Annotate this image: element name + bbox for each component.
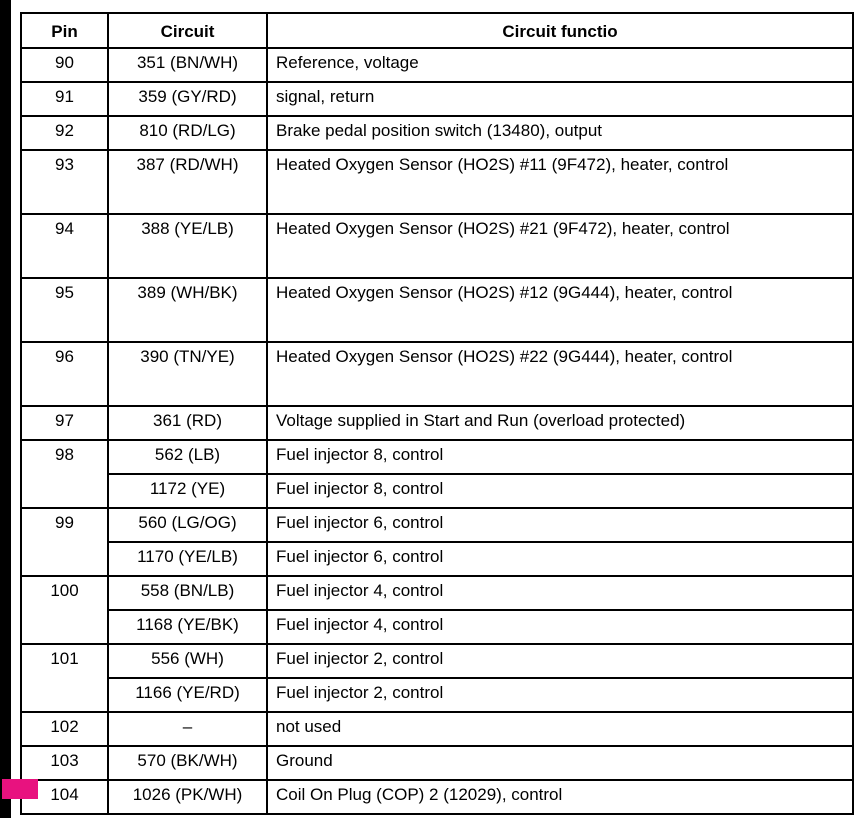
table-row xyxy=(21,678,853,712)
table-row xyxy=(21,214,853,278)
pin-cell: 97 xyxy=(21,406,108,440)
circuit-cell: 387 (RD/WH) xyxy=(108,150,267,214)
circuit-cell: 560 (LG/OG) xyxy=(108,508,267,542)
circuit-cell: 390 (TN/YE) xyxy=(108,342,267,406)
header-circuit-function: Circuit functio xyxy=(267,13,853,48)
header-circuit: Circuit xyxy=(108,13,267,48)
pin-cell: 101 xyxy=(21,644,108,712)
pin-cell: 102 xyxy=(21,712,108,746)
circuit-cell: 1166 (YE/RD) xyxy=(108,678,267,712)
pin-circuit-table xyxy=(20,12,854,815)
pin-cell: 93 xyxy=(21,150,108,214)
table-row xyxy=(21,406,853,440)
table-row xyxy=(21,542,853,576)
circuit-cell: 556 (WH) xyxy=(108,644,267,678)
header-pin: Pin xyxy=(21,13,108,48)
function-cell: Fuel injector 2, control xyxy=(267,678,853,712)
table-row xyxy=(21,116,853,150)
function-cell: Reference, voltage xyxy=(267,48,853,82)
function-cell: Voltage supplied in Start and Run (overload protected) xyxy=(267,406,853,440)
table-row xyxy=(21,278,853,342)
table-row xyxy=(21,150,853,214)
table-row xyxy=(21,746,853,780)
circuit-cell: 1026 (PK/WH) xyxy=(108,780,267,814)
pin-cell: 100 xyxy=(21,576,108,644)
function-cell: not used xyxy=(267,712,853,746)
circuit-cell: 570 (BK/WH) xyxy=(108,746,267,780)
pin-cell: 94 xyxy=(21,214,108,278)
function-cell: Ground xyxy=(267,746,853,780)
table-header-row xyxy=(21,13,853,48)
circuit-cell: 359 (GY/RD) xyxy=(108,82,267,116)
function-cell: Fuel injector 2, control xyxy=(267,644,853,678)
function-cell: signal, return xyxy=(267,82,853,116)
left-edge-bar xyxy=(0,0,11,818)
circuit-cell: 1168 (YE/BK) xyxy=(108,610,267,644)
function-cell: Fuel injector 6, control xyxy=(267,542,853,576)
function-cell: Heated Oxygen Sensor (HO2S) #22 (9G444), heater, control xyxy=(267,342,853,406)
function-cell: Heated Oxygen Sensor (HO2S) #12 (9G444), heater, control xyxy=(267,278,853,342)
pin-cell: 90 xyxy=(21,48,108,82)
circuit-cell: 810 (RD/LG) xyxy=(108,116,267,150)
circuit-cell: 389 (WH/BK) xyxy=(108,278,267,342)
table-row xyxy=(21,780,853,814)
pin-cell: 95 xyxy=(21,278,108,342)
function-cell: Brake pedal position switch (13480), output xyxy=(267,116,853,150)
table-row xyxy=(21,610,853,644)
circuit-cell: 558 (BN/LB) xyxy=(108,576,267,610)
table-row xyxy=(21,82,853,116)
pin-cell: 98 xyxy=(21,440,108,508)
table-row xyxy=(21,48,853,82)
function-cell: Fuel injector 8, control xyxy=(267,440,853,474)
circuit-cell: 1172 (YE) xyxy=(108,474,267,508)
table-row xyxy=(21,474,853,508)
circuit-cell: 1170 (YE/LB) xyxy=(108,542,267,576)
function-cell: Heated Oxygen Sensor (HO2S) #11 (9F472), heater, control xyxy=(267,150,853,214)
table-row xyxy=(21,712,853,746)
table-row xyxy=(21,342,853,406)
function-cell: Heated Oxygen Sensor (HO2S) #21 (9F472), heater, control xyxy=(267,214,853,278)
function-cell: Coil On Plug (COP) 2 (12029), control xyxy=(267,780,853,814)
function-cell: Fuel injector 4, control xyxy=(267,610,853,644)
pin-cell: 92 xyxy=(21,116,108,150)
pin-cell: 91 xyxy=(21,82,108,116)
pin-cell: 96 xyxy=(21,342,108,406)
highlight-marker xyxy=(2,779,38,799)
circuit-cell: 361 (RD) xyxy=(108,406,267,440)
table-row xyxy=(21,508,853,542)
circuit-cell: – xyxy=(108,712,267,746)
pin-cell: 99 xyxy=(21,508,108,576)
circuit-cell: 388 (YE/LB) xyxy=(108,214,267,278)
pin-cell: 104 xyxy=(21,780,108,814)
table-row xyxy=(21,440,853,474)
table-row xyxy=(21,576,853,610)
function-cell: Fuel injector 4, control xyxy=(267,576,853,610)
table-row xyxy=(21,644,853,678)
circuit-cell: 351 (BN/WH) xyxy=(108,48,267,82)
pin-cell: 103 xyxy=(21,746,108,780)
function-cell: Fuel injector 8, control xyxy=(267,474,853,508)
circuit-cell: 562 (LB) xyxy=(108,440,267,474)
function-cell: Fuel injector 6, control xyxy=(267,508,853,542)
